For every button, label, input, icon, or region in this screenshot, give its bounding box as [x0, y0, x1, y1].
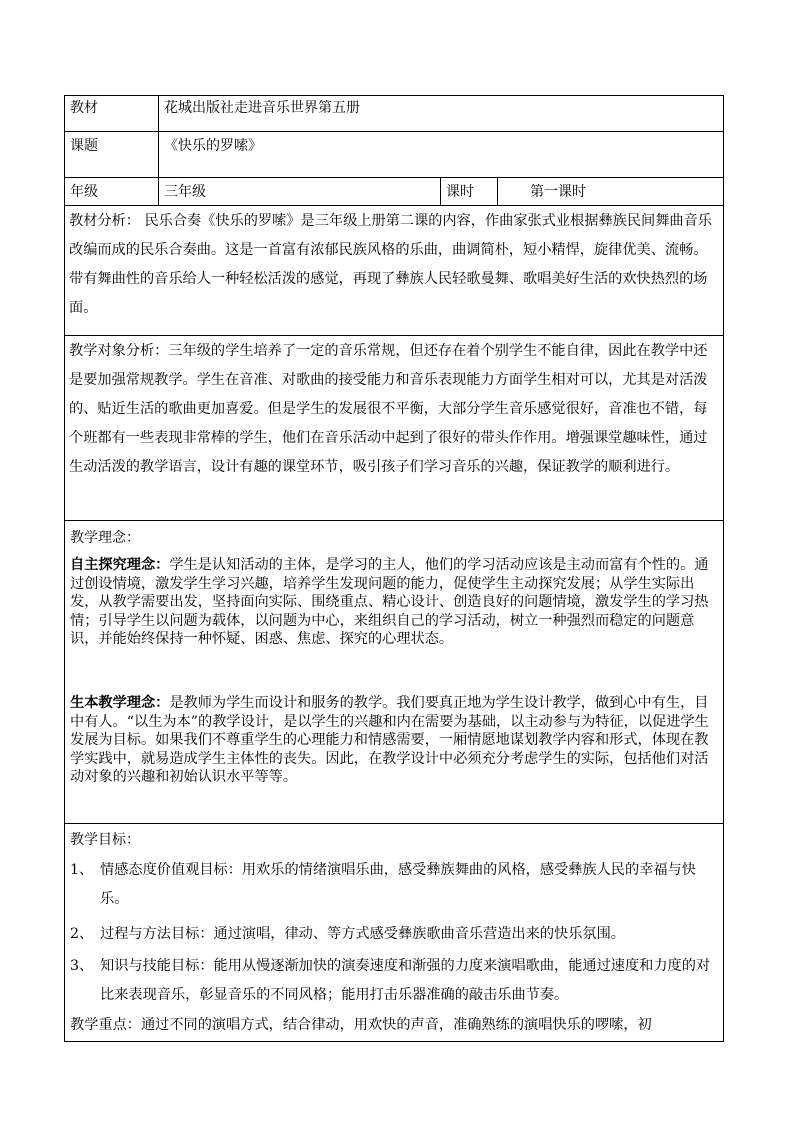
table-right-border: [723, 95, 724, 1042]
objective-number: 2、: [70, 926, 94, 942]
objective-text: 过程与方法目标：通过演唱，律动、等方式感受彝族歌曲音乐营造出来的快乐氛围。: [100, 926, 625, 942]
philosophy-autonomous: [70, 556, 720, 649]
objectives-heading: 教学目标：: [70, 832, 140, 848]
philosophy-heading: 教学理念：: [70, 530, 140, 546]
student-centered-title: 生本教学理念：: [70, 695, 170, 711]
autonomous-title: 自主探究理念：: [70, 557, 170, 573]
objective-text: 知识与技能目标：能用从慢逐渐加快的演奏速度和渐强的力度来演唱歌曲，能通过速度和力度的对比来表现音乐，彰显音乐的不同风格；能用打击乐器准确的敲击乐曲节奏。: [100, 958, 711, 1003]
student-centered-body: 是教师为学生而设计和服务的教学。我们要真正地为学生设计教学，做到心中有生，目中有人。“以生为本”的教学设计，是以学生的兴趣和内在需要为基础，以主动参与为特征，以促进学生发展为目标。如果我们不尊重学生的心理能力和情感需要，一厢情愿地谋划教学内容和形式，体现在教学实践中，就易造成学生主体性的丧失。因此，在教学设计中必须充分考虑学生的实际，包括他们对活动对象的兴趣和初始认识水平等等。: [70, 695, 709, 785]
label-textbook: 教材: [70, 100, 98, 116]
row-divider: [64, 335, 724, 336]
column-divider: [497, 177, 498, 205]
column-divider: [440, 177, 441, 205]
row-divider: [64, 205, 724, 206]
autonomous-body: 学生是认知活动的主体，是学习的主人，他们的学习活动应该是主动而富有个性的。通过创设情境，激发学生学习兴趣，培养学生发现问题的能力，促使学生主动探究发展；从学生实际出发，从教学需要出发，坚持面向实际、围绕重点、精心设计、创造良好的问题情境，激发学生的学习热情；引导学生以问题为载体，以问题为中心，来组织自己的学习活动，树立一种强烈而稳定的问题意识，并能始终保持一种怀疑、困惑、焦虑、探究的心理状态。: [70, 557, 709, 647]
key-points: 教学重点：通过不同的演唱方式，结合律动，用欢快的声音，准确熟练的演唱快乐的啰嗦，初: [70, 1017, 652, 1033]
label-grade: 年级: [70, 184, 98, 200]
value-grade: 三年级: [164, 184, 206, 200]
student-analysis: 教学对象分析：三年级的学生培养了一定的音乐常规，但还存在着个别学生不能自律，因此在教学中还是要加强常规教学。学生在音准、对歌曲的接受能力和音乐表现能力方面学生相对可以，尤其是对活泼的、贴近生活的歌曲更加喜爱。但是学生的发展很不平衡，大部分学生音乐感觉很好，音准也不错，每个班都有一些表现非常棒的学生，他们在音乐活动中起到了很好的带头作作用。增强课堂趣味性，通过生动活泼的教学语言，设计有趣的课堂环节，吸引孩子们学习音乐的兴趣，保证教学的顺利进行。: [69, 343, 708, 475]
objective-text: 情感态度价值观目标：用欢乐的情绪演唱乐曲，感受彝族舞曲的风格，感受彝族人民的幸福与快乐。: [100, 862, 696, 907]
label-period: 课时: [446, 184, 474, 200]
objective-number: 1、: [70, 862, 94, 878]
textbook-analysis: 教材分析： 民乐合奏《快乐的罗嗦》是三年级上册第二课的内容，作曲家张式业根据彝族民间舞曲音乐改编而成的民乐合奏曲。这是一首富有浓郁民族风格的乐曲，曲调简朴，短小精悍，旋律优美、流畅。带有舞曲性的音乐给人一种轻松活泼的感觉，再现了彝族人民轻歌曼舞、歌唱美好生活的欢快热烈的场面。: [69, 213, 712, 316]
value-textbook: 花城出版社走进音乐世界第五册: [164, 100, 360, 116]
value-topic: 《快乐的罗嗦》: [164, 138, 262, 154]
table-left-border: [64, 95, 65, 1042]
row-divider: [64, 131, 724, 132]
value-period: 第一课时: [530, 184, 586, 200]
row-divider: [64, 520, 724, 521]
row-divider: [64, 177, 724, 178]
table-bottom-border: [64, 1041, 724, 1042]
philosophy-student-centered: [70, 694, 720, 787]
table-top-border: [64, 95, 724, 96]
objective-number: 3、: [70, 958, 94, 974]
label-topic: 课题: [70, 138, 98, 154]
column-divider: [158, 95, 159, 205]
row-divider: [64, 823, 724, 824]
